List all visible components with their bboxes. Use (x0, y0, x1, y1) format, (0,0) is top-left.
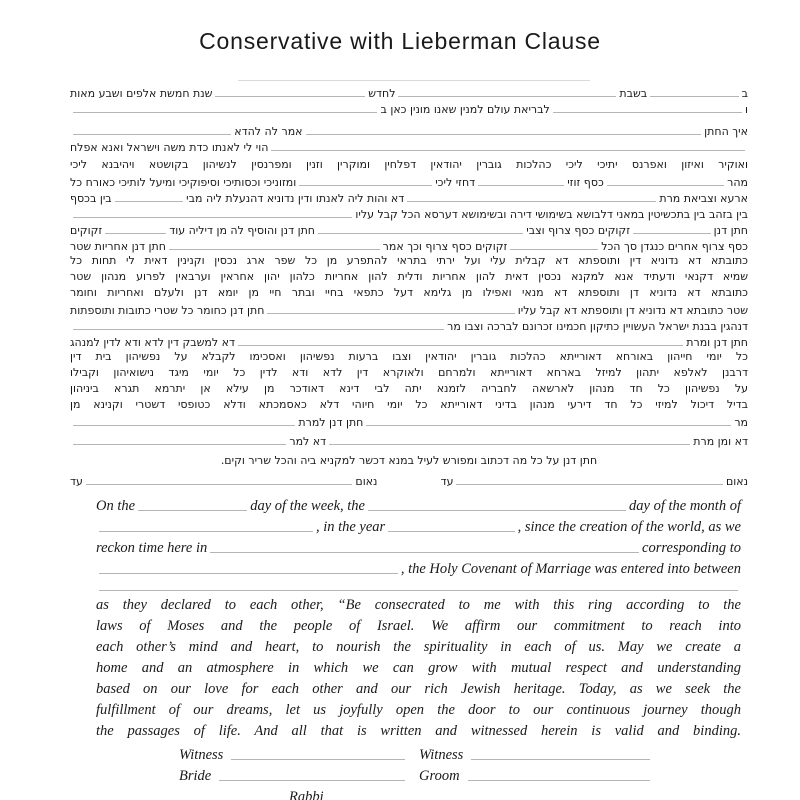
text-segment: נאום (725, 475, 748, 488)
text-segment: כסף זוזי (567, 176, 604, 189)
text-segment: עד (70, 475, 83, 488)
fill-in-blank (73, 111, 377, 113)
hebrew-line (70, 100, 748, 116)
text-segment: ב (741, 87, 748, 100)
fill-in-blank (398, 95, 616, 97)
english-line: laws of Moses and the people of Israel. We affirm our commitment to reach into (96, 618, 741, 634)
text-segment: לחדש (368, 87, 396, 100)
fill-in-blank (115, 200, 184, 202)
english-line (96, 494, 741, 515)
fill-in-blank (607, 184, 724, 186)
hebrew-line: דרבנן לאלפא יתהון למיזל בארחא דאורייתא ולמרחם ולאוקרא דין לדא ודא לדין כל יומי מיגד נישואיהון וקבילו (70, 366, 748, 379)
hebrew-line (70, 189, 748, 205)
fill-in-blank (366, 424, 731, 426)
rabbi (289, 789, 524, 800)
spacer (70, 83, 235, 84)
text-segment: חתן דנן והוסיף לה מן דיליה עוד (169, 224, 315, 237)
fill-in-blank (73, 328, 444, 330)
text-segment: , the Holy Covenant of Marriage was entered into between (400, 561, 741, 577)
witness-right-signature-line (471, 758, 650, 760)
text-segment: ו (745, 103, 748, 116)
text-segment: חתן דנן אחריות שטר (70, 240, 166, 253)
fill-in-blank (73, 133, 231, 135)
text-segment: day of the week, the (250, 498, 365, 514)
text-segment: corresponding to (642, 540, 741, 556)
hebrew-line (70, 68, 748, 84)
text-segment: ארעא וצביאת מרת (659, 192, 748, 205)
text-segment: זקוקים (70, 224, 103, 237)
text-segment: שטר כתובתא דא נדוניא דן ותוספתא דא קבל עליו (517, 304, 748, 317)
hebrew-text-section (70, 68, 748, 488)
fill-in-blank (368, 509, 626, 511)
fill-in-blank (138, 509, 247, 511)
fill-in-blank (238, 344, 683, 346)
text-segment: נאום (355, 475, 378, 488)
hebrew-line: ואוקיר ואיזון ואפרנס יתיכי ליכי כהלכות גוברין יהודאין דפלחין ומוקרין וזנין ומפרנסין לנשיהון בקושטא ויהיבנא ליכי (70, 158, 748, 171)
english-line (96, 578, 741, 595)
fill-in-blank (99, 589, 738, 591)
rabbi-row (96, 785, 741, 800)
text-segment: זקוקים כסף צרוף וצבי (526, 224, 631, 237)
fill-in-blank (238, 79, 590, 81)
groom (419, 768, 654, 785)
text-segment: , since the creation of the world, as we (517, 519, 741, 535)
english-line: each other’s mind and heart, to nourish the spirituality in each of us. May we create a (96, 639, 741, 655)
fill-in-blank (73, 443, 286, 445)
witness-left (179, 747, 409, 764)
hebrew-line (70, 173, 748, 189)
text-segment: בין בזהב בין בתכשיטין במאני דלבושא בשימושי דירה ובשימושא דערסא הכל קבל עליו (355, 208, 748, 221)
fill-in-blank (510, 248, 598, 250)
fill-in-blank (210, 551, 639, 553)
fill-in-blank (73, 424, 295, 426)
hebrew-line (70, 333, 748, 349)
fill-in-blank (478, 184, 564, 186)
bride-label: Bride (179, 768, 212, 784)
fill-in-blank (99, 530, 313, 532)
text-segment: הוי לי לאנתו כדת משה וישראל ואנא אפלח (70, 141, 269, 154)
fill-in-blank (169, 248, 380, 250)
text-segment: , in the year (315, 519, 386, 535)
fill-in-blank (553, 111, 742, 113)
text-segment: חתן דנן ומרת (686, 336, 748, 349)
fill-in-blank (267, 312, 514, 314)
fill-in-blank (650, 95, 739, 97)
groom-signature-line (468, 779, 650, 781)
text-segment: שנת חמשת אלפים ושבע מאות (70, 87, 213, 100)
text-segment: ומזוניכי וכסותיכי וסיפוקיכי ומיעל לותיכי כאורח כל (70, 176, 297, 189)
text-segment: איך החתן (704, 125, 748, 138)
hebrew-line (70, 122, 748, 138)
hebrew-line: כתובתא דא נדוניא דין ותוספתא דא קבלית עלי ועל ירתי בתראי להתפרע מן כל שפר ארג נכסין וקנינין דאית לי תחות כל (70, 254, 748, 267)
fill-in-blank (329, 443, 690, 445)
text-segment: מהר (727, 176, 748, 189)
english-line: home and an atmosphere in which we can grow with mutual respect and understanding (96, 660, 741, 676)
witness-left-signature-line (231, 758, 405, 760)
english-line: the passages of life. And all that is written and witnessed herein is valid and binding. (96, 723, 741, 739)
text-segment: דא למשבק דין לדא ודא לדין למנהג (70, 336, 236, 349)
hebrew-line: חתן דנן על כל מה דכתוב ומפורש לעיל במנא דכשר למקניא ביה והכל שריר וקים. (220, 454, 598, 467)
hebrew-line (70, 317, 748, 333)
english-line: based on our love for each other and our rich Jewish heritage. Today, as we seek the (96, 681, 741, 697)
hebrew-line (70, 205, 748, 221)
fill-in-blank (306, 133, 702, 135)
hebrew-line: על נפשיהון כל חד מנהון לארשאה לחבריה לזמנא יתה לבי דינא דאודכר מן עילא אן יתרמא תגרא ביניהון (70, 382, 748, 395)
text-segment: בין בכסף (70, 192, 112, 205)
text-segment: On the (96, 498, 136, 514)
hebrew-line: בדיל דיכול למיזי כל חד דירעי מנהון בדיני דאורייתא כל יומי חיוהי דלא כאסמכתא ודלא כטופסי דשטרי וקנינא מן (70, 398, 748, 411)
english-line (96, 557, 741, 578)
hebrew-line: כל יומי חייהון באורחא דאורייתא כהלכות גוברין יהודאין וצבו ברעות נפשיהון ואסכימו לקבלא על נפשיהון בית דין (70, 350, 748, 363)
bride-signature-line (219, 779, 405, 781)
hebrew-line: שמיא דקנאי ודעתיד אנא למקנא נכסין דאית להון אחריות ודלית להון אחריות כלהון יהון אחראין וערבאין לפרוע מנהון שטר (70, 270, 748, 283)
hebrew-line (70, 221, 748, 237)
witness-right-label: Witness (419, 747, 464, 763)
fill-in-blank (99, 572, 398, 574)
text-segment: חתן דנן כחומר כל שטרי כתובות ותוספתות (70, 304, 265, 317)
english-line (96, 515, 741, 536)
hebrew-line (70, 301, 748, 317)
rabbi-label: Rabbi (289, 789, 324, 800)
text-segment: חתן דנן (713, 224, 748, 237)
fill-in-blank (318, 232, 523, 234)
signature-section (96, 743, 741, 800)
hebrew-line (70, 84, 748, 100)
english-line: as they declared to each other, “Be consecrated to me with this ring according to the (96, 597, 741, 613)
fill-in-blank (105, 232, 166, 234)
text-segment: מר (734, 416, 748, 429)
text-segment: זקוקים כסף צרוף וכך אמר (382, 240, 508, 253)
english-text-section (96, 494, 741, 742)
hebrew-line (70, 472, 748, 488)
text-segment: לבריאת עולם למנין שאנו מונין כאן ב (380, 103, 550, 116)
fill-in-blank (271, 149, 745, 151)
english-line: fulfillment of our dreams, let us joyfully open the door to our continuous journey though (96, 702, 741, 718)
hebrew-line (70, 138, 748, 154)
text-segment: דחזי ליכי (435, 176, 476, 189)
bride (179, 768, 409, 785)
text-segment: reckon time here in (96, 540, 208, 556)
hebrew-line (70, 432, 748, 448)
text-segment: דא למר (289, 435, 327, 448)
text-segment: day of the month of (629, 498, 741, 514)
text-segment: אמר לה להדא (234, 125, 303, 138)
text-segment: דנהגין בבנת ישראל העשויין כתיקון חכמינו זכרונם לברכה וצבו מר (447, 320, 748, 333)
groom-label: Groom (419, 768, 460, 784)
fill-in-blank (299, 184, 432, 186)
bride-groom-row (96, 764, 741, 785)
hebrew-line: כתובתא דא נדוניא דן ותוספתא דא מנאי ואפילו מן גלימא דעל כתפאי בחיי ובתר חיי מן יומא דנן ולעלם ואחריות וחומר (70, 286, 748, 299)
fill-in-blank (86, 483, 352, 485)
hebrew-line (70, 413, 748, 429)
text-segment: דא והות ליה לאנתו ודין נדוניא דהנעלת ליה מבי (186, 192, 405, 205)
fill-in-blank (633, 232, 711, 234)
fill-in-blank (215, 95, 365, 97)
fill-in-blank (388, 530, 514, 532)
english-line (96, 536, 741, 557)
text-segment: כסף צרוף אחרים כנגדן סך הכל (601, 240, 748, 253)
page-title: Conservative with Lieberman Clause (199, 28, 601, 54)
text-segment: עד (440, 475, 454, 488)
hebrew-line (70, 237, 748, 253)
spacer (593, 83, 748, 84)
spacer (377, 487, 440, 488)
witness-left-label: Witness (179, 747, 224, 763)
fill-in-blank (456, 483, 722, 485)
fill-in-blank (407, 200, 656, 202)
text-segment: דא ומן מרת (693, 435, 748, 448)
fill-in-blank (73, 216, 352, 218)
text-segment: חתן דנן למרת (298, 416, 364, 429)
witness-right (419, 747, 654, 764)
witness-row (96, 743, 741, 764)
text-segment: בשבת (619, 87, 648, 100)
